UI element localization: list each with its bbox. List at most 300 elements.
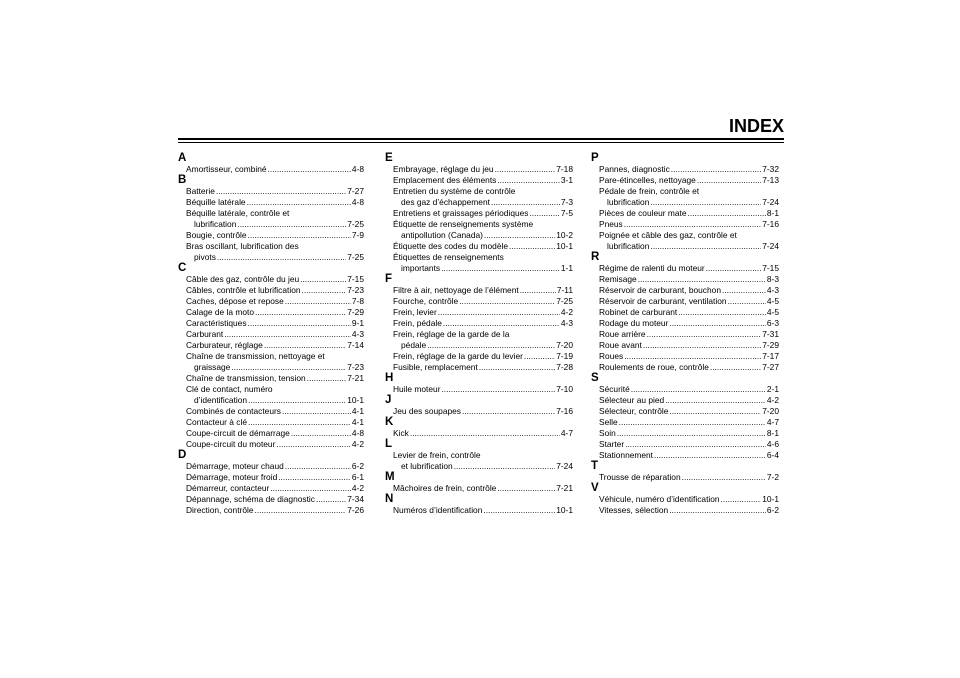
dot-leader bbox=[669, 505, 766, 516]
dot-leader bbox=[282, 406, 351, 417]
index-entry-label: Jeu des soupapes bbox=[393, 406, 461, 416]
index-entry-page: 10-1 bbox=[556, 505, 573, 515]
dot-leader bbox=[624, 351, 761, 362]
index-entry bbox=[385, 175, 573, 186]
index-entry bbox=[385, 208, 573, 219]
index-entry-page: 7-26 bbox=[347, 505, 364, 515]
index-entry-page: 4-8 bbox=[351, 164, 364, 174]
index-entry-page: 4-7 bbox=[766, 417, 779, 427]
index-entry-page: 7-20 bbox=[762, 406, 779, 416]
dot-leader bbox=[462, 406, 555, 417]
dot-leader bbox=[722, 285, 766, 296]
index-letter-heading: T bbox=[591, 460, 599, 472]
index-entry bbox=[385, 362, 573, 373]
index-entry-label: importants bbox=[401, 263, 441, 273]
index-entry-label: Étiquette des codes du modèle bbox=[393, 241, 509, 251]
dot-leader bbox=[631, 384, 766, 395]
index-entry bbox=[178, 483, 364, 494]
index-entry-page: 4-1 bbox=[351, 417, 364, 427]
index-letter-heading: S bbox=[591, 372, 599, 384]
index-entry-label: et lubrification bbox=[401, 461, 453, 471]
dot-leader bbox=[654, 450, 766, 461]
dot-leader bbox=[217, 252, 346, 263]
index-entry bbox=[178, 417, 364, 428]
dot-leader bbox=[682, 472, 766, 483]
dot-leader bbox=[438, 307, 560, 318]
index-entry-label: Câbles, contrôle et lubrification bbox=[186, 285, 301, 295]
dot-leader bbox=[459, 296, 555, 307]
index-entry-label: lubrification bbox=[607, 241, 650, 251]
index-entry bbox=[385, 197, 573, 208]
index-entry bbox=[385, 241, 573, 252]
index-entry bbox=[178, 274, 364, 285]
index-entry bbox=[591, 307, 779, 318]
dot-leader bbox=[278, 472, 351, 483]
index-entry-page: 7-21 bbox=[347, 373, 364, 383]
page-title: INDEX bbox=[728, 116, 784, 136]
index-entry-label: Trousse de réparation bbox=[599, 472, 681, 482]
dot-leader bbox=[479, 362, 556, 373]
index-entry-label: Fusible, remplacement bbox=[393, 362, 478, 372]
index-entry bbox=[385, 230, 573, 241]
index-entry-label: Démarrage, moteur chaud bbox=[186, 461, 284, 471]
index-entry-page: 7-16 bbox=[556, 406, 573, 416]
index-entry-label: Rodage du moteur bbox=[599, 318, 669, 328]
index-entry bbox=[385, 351, 573, 362]
dot-leader bbox=[237, 219, 346, 230]
index-entry-label: lubrification bbox=[607, 197, 650, 207]
index-entry-page: 7-23 bbox=[347, 362, 364, 372]
index-entry-label: Pièces de couleur mate bbox=[599, 208, 687, 218]
index-entry-page: 7-14 bbox=[347, 340, 364, 350]
index-entry-label: Dépannage, schéma de diagnostic bbox=[186, 494, 315, 504]
index-entry-page: 4-2 bbox=[351, 483, 364, 493]
index-entry bbox=[178, 373, 364, 384]
index-entry-text: Étiquettes de renseignements bbox=[393, 252, 504, 262]
dot-leader bbox=[529, 208, 559, 219]
index-entry bbox=[178, 494, 364, 505]
dot-leader bbox=[268, 164, 351, 175]
index-entry-label: Sélecteur, contrôle bbox=[599, 406, 669, 416]
dot-leader bbox=[524, 351, 555, 362]
dot-leader bbox=[316, 494, 346, 505]
index-entry-label: Caches, dépose et repose bbox=[186, 296, 284, 306]
dot-leader bbox=[650, 241, 761, 252]
index-entry-page: 8-1 bbox=[766, 208, 779, 218]
index-entry-page: 6-4 bbox=[766, 450, 779, 460]
index-entry bbox=[385, 505, 573, 516]
index-entry-page: 8-3 bbox=[766, 274, 779, 284]
dot-leader bbox=[410, 428, 560, 439]
index-letter-heading: H bbox=[385, 372, 394, 384]
index-letter-heading: A bbox=[178, 152, 187, 164]
dot-leader bbox=[617, 428, 766, 439]
index-entry-page: 7-9 bbox=[351, 230, 364, 240]
index-entry bbox=[591, 384, 779, 395]
dot-leader bbox=[710, 362, 761, 373]
index-entry-label: Roulements de roue, contrôle bbox=[599, 362, 709, 372]
index-entry-label: Fourche, contrôle bbox=[393, 296, 459, 306]
index-entry-label: Direction, contrôle bbox=[186, 505, 254, 515]
index-entry-page: 4-5 bbox=[766, 296, 779, 306]
dot-leader bbox=[443, 318, 560, 329]
index-entry-page: 7-10 bbox=[556, 384, 573, 394]
index-entry-page: 10-1 bbox=[762, 494, 779, 504]
dot-leader bbox=[706, 263, 762, 274]
index-entry-label: lubrification bbox=[194, 219, 237, 229]
index-entry-label: Numéros d’identification bbox=[393, 505, 483, 515]
index-entry-label: Contacteur à clé bbox=[186, 417, 247, 427]
index-entry-text: Chaîne de transmission, nettoyage et bbox=[186, 351, 325, 361]
index-entry-label: Frein, réglage de la garde du levier bbox=[393, 351, 523, 361]
index-letter-heading: R bbox=[591, 251, 600, 263]
index-entry bbox=[591, 241, 779, 252]
index-entry-page: 10-1 bbox=[556, 241, 573, 251]
index-entry-page: 1-1 bbox=[560, 263, 573, 273]
index-entry-label: graissage bbox=[194, 362, 231, 372]
dot-leader bbox=[497, 483, 555, 494]
dot-leader bbox=[248, 230, 351, 241]
dot-leader bbox=[497, 175, 560, 186]
index-entry bbox=[385, 384, 573, 395]
dot-leader bbox=[224, 329, 351, 340]
dot-leader bbox=[248, 395, 346, 406]
dot-leader bbox=[454, 461, 556, 472]
index-entry-page: 4-3 bbox=[351, 329, 364, 339]
index-column-2 bbox=[385, 153, 573, 516]
index-entry-page: 4-5 bbox=[766, 307, 779, 317]
index-entry bbox=[178, 197, 364, 208]
index-entry bbox=[385, 483, 573, 494]
dot-leader bbox=[647, 329, 762, 340]
dot-leader bbox=[665, 395, 766, 406]
index-entry-label: Remisage bbox=[599, 274, 637, 284]
index-entry-label: Kick bbox=[393, 428, 409, 438]
index-entry bbox=[591, 175, 779, 186]
index-entry-label: Pare-étincelles, nettoyage bbox=[599, 175, 696, 185]
index-entry-page: 7-15 bbox=[762, 263, 779, 273]
index-entry-label: Frein, levier bbox=[393, 307, 437, 317]
index-entry-page: 6-2 bbox=[351, 461, 364, 471]
index-letter-heading: J bbox=[385, 394, 392, 406]
index-entry-label: Réservoir de carburant, ventilation bbox=[599, 296, 727, 306]
index-entry bbox=[178, 186, 364, 197]
index-entry bbox=[591, 395, 779, 406]
index-entry bbox=[591, 296, 779, 307]
index-entry bbox=[591, 164, 779, 175]
index-entry-page: 6-1 bbox=[351, 472, 364, 482]
dot-leader bbox=[624, 219, 761, 230]
index-entry-page: 7-16 bbox=[762, 219, 779, 229]
index-entry-page: 7-5 bbox=[560, 208, 573, 218]
index-entry bbox=[591, 197, 779, 208]
index-entry-text: Poignée et câble des gaz, contrôle et bbox=[599, 230, 737, 240]
dot-leader bbox=[231, 362, 346, 373]
dot-leader bbox=[255, 307, 346, 318]
dot-leader bbox=[270, 483, 351, 494]
index-entry bbox=[591, 340, 779, 351]
dot-leader bbox=[248, 417, 351, 428]
index-entry-label: Carburateur, réglage bbox=[186, 340, 263, 350]
index-entry-label: Sécurité bbox=[599, 384, 630, 394]
index-entry-text: Levier de frein, contrôle bbox=[393, 450, 481, 460]
index-entry-label: Robinet de carburant bbox=[599, 307, 678, 317]
index-entry-page: 6-3 bbox=[766, 318, 779, 328]
index-entry-page: 4-7 bbox=[560, 428, 573, 438]
index-entry-label: Mâchoires de frein, contrôle bbox=[393, 483, 497, 493]
index-entry-label: Sélecteur au pied bbox=[599, 395, 665, 405]
index-entry-label: Caractéristiques bbox=[186, 318, 247, 328]
index-entry bbox=[385, 406, 573, 417]
index-entry bbox=[385, 461, 573, 472]
dot-leader bbox=[441, 263, 560, 274]
index-entry bbox=[178, 307, 364, 318]
index-entry bbox=[591, 274, 779, 285]
index-entry-label: Selle bbox=[599, 417, 618, 427]
index-entry bbox=[591, 472, 779, 483]
index-entry bbox=[178, 164, 364, 175]
index-entry-page: 6-2 bbox=[766, 505, 779, 515]
index-entry-page: 7-25 bbox=[347, 219, 364, 229]
dot-leader bbox=[302, 285, 347, 296]
index-entry bbox=[178, 285, 364, 296]
index-entry-label: Régime de ralenti du moteur bbox=[599, 263, 705, 273]
index-entry-page: 7-19 bbox=[556, 351, 573, 361]
dot-leader bbox=[650, 197, 761, 208]
dot-leader bbox=[264, 340, 346, 351]
index-entry-page: 7-32 bbox=[762, 164, 779, 174]
index-entry-label: pédale bbox=[401, 340, 427, 350]
dot-leader bbox=[697, 175, 761, 186]
index-entry bbox=[591, 362, 779, 373]
index-entry bbox=[178, 505, 364, 516]
index-entry-page: 7-31 bbox=[762, 329, 779, 339]
index-entry bbox=[385, 318, 573, 329]
index-letter-heading: D bbox=[178, 449, 187, 461]
index-entry-label: Combinés de contacteurs bbox=[186, 406, 281, 416]
index-entry-text: Pédale de frein, contrôle et bbox=[599, 186, 700, 196]
index-entry bbox=[591, 417, 779, 428]
index-entry-page: 7-29 bbox=[347, 307, 364, 317]
dot-leader bbox=[300, 274, 346, 285]
index-entry-page: 4-2 bbox=[766, 395, 779, 405]
index-entry-page: 7-24 bbox=[762, 241, 779, 251]
index-entry bbox=[178, 395, 364, 406]
dot-leader bbox=[643, 340, 761, 351]
index-entry-page: 10-1 bbox=[347, 395, 364, 405]
dot-leader bbox=[307, 373, 347, 384]
index-entry-page: 4-2 bbox=[351, 439, 364, 449]
index-entry bbox=[591, 219, 779, 230]
index-entry-page: 7-24 bbox=[556, 461, 573, 471]
dot-leader bbox=[495, 164, 556, 175]
dot-leader bbox=[509, 241, 555, 252]
index-entry-page: 7-29 bbox=[762, 340, 779, 350]
index-entry bbox=[178, 472, 364, 483]
index-entry bbox=[591, 285, 779, 296]
index-entry-label: Entretiens et graissages périodiques bbox=[393, 208, 529, 218]
index-entry-label: Batterie bbox=[186, 186, 215, 196]
index-letter-heading: E bbox=[385, 152, 393, 164]
dot-leader bbox=[520, 285, 556, 296]
index-entry-label: Béquille latérale bbox=[186, 197, 246, 207]
index-entry-label: Coupe-circuit du moteur bbox=[186, 439, 276, 449]
index-entry-label: Calage de la moto bbox=[186, 307, 254, 317]
index-entry bbox=[385, 307, 573, 318]
dot-leader bbox=[619, 417, 766, 428]
index-entry-page: 7-27 bbox=[347, 186, 364, 196]
index-entry-page: 4-3 bbox=[560, 318, 573, 328]
index-entry-page: 10-2 bbox=[556, 230, 573, 240]
index-entry-label: Roue arrière bbox=[599, 329, 646, 339]
index-entry-label: Stationnement bbox=[599, 450, 654, 460]
index-entry-label: Chaîne de transmission, tension bbox=[186, 373, 306, 383]
index-entry bbox=[178, 329, 364, 340]
index-entry bbox=[385, 164, 573, 175]
index-entry-label: Soin bbox=[599, 428, 616, 438]
index-entry-label: Pannes, diagnostic bbox=[599, 164, 670, 174]
index-entry bbox=[385, 296, 573, 307]
dot-leader bbox=[484, 230, 555, 241]
index-entry-label: Filtre à air, nettoyage de l’élément bbox=[393, 285, 519, 295]
dot-leader bbox=[728, 296, 766, 307]
index-entry-label: pivots bbox=[194, 252, 216, 262]
index-letter-heading: L bbox=[385, 438, 393, 450]
index-entry-label: d’identification bbox=[194, 395, 248, 405]
index-entry bbox=[178, 439, 364, 450]
index-entry-page: 7-3 bbox=[560, 197, 573, 207]
index-entry bbox=[385, 428, 573, 439]
dot-leader bbox=[276, 439, 351, 450]
index-entry bbox=[591, 505, 779, 516]
index-entry-page: 3-1 bbox=[560, 175, 573, 185]
index-letter-heading: B bbox=[178, 174, 187, 186]
index-entry-label: Starter bbox=[599, 439, 625, 449]
index-entry bbox=[178, 461, 364, 472]
index-entry-label: Pneus bbox=[599, 219, 623, 229]
dot-leader bbox=[216, 186, 346, 197]
index-entry-label: Roues bbox=[599, 351, 624, 361]
index-entry-page: 7-20 bbox=[556, 340, 573, 350]
index-entry-label: Vitesses, sélection bbox=[599, 505, 669, 515]
index-entry-page: 7-23 bbox=[347, 285, 364, 295]
index-letter-heading: M bbox=[385, 471, 395, 483]
index-entry bbox=[591, 351, 779, 362]
index-column-1 bbox=[178, 153, 364, 516]
dot-leader bbox=[427, 340, 555, 351]
index-entry bbox=[385, 285, 573, 296]
index-entry bbox=[178, 318, 364, 329]
index-entry-label: antipollution (Canada) bbox=[401, 230, 483, 240]
dot-leader bbox=[255, 505, 347, 516]
index-entry bbox=[178, 296, 364, 307]
index-entry-page: 2-1 bbox=[766, 384, 779, 394]
index-entry-page: 7-28 bbox=[556, 362, 573, 372]
index-entry-text: Frein, réglage de la garde de la bbox=[393, 329, 510, 339]
dot-leader bbox=[285, 461, 351, 472]
index-entry bbox=[591, 329, 779, 340]
index-entry bbox=[385, 340, 573, 351]
index-entry bbox=[178, 340, 364, 351]
index-entry bbox=[385, 263, 573, 274]
index-entry-page: 4-8 bbox=[351, 197, 364, 207]
index-entry-label: Démarrage, moteur froid bbox=[186, 472, 278, 482]
dot-leader bbox=[671, 164, 761, 175]
dot-leader bbox=[678, 307, 766, 318]
index-entry-text: Béquille latérale, contrôle et bbox=[186, 208, 290, 218]
index-entry-page: 7-21 bbox=[556, 483, 573, 493]
index-entry-label: Réservoir de carburant, bouchon bbox=[599, 285, 721, 295]
dot-leader bbox=[669, 318, 766, 329]
index-entry bbox=[591, 439, 779, 450]
index-entry-page: 7-11 bbox=[556, 285, 573, 295]
index-column-3 bbox=[591, 153, 779, 516]
index-entry bbox=[591, 406, 779, 417]
index-entry bbox=[178, 252, 364, 263]
dot-leader bbox=[247, 197, 351, 208]
index-entry-page: 4-1 bbox=[351, 406, 364, 416]
dot-leader bbox=[248, 318, 351, 329]
index-entry-page: 8-1 bbox=[766, 428, 779, 438]
dot-leader bbox=[285, 296, 351, 307]
index-letter-heading: C bbox=[178, 262, 187, 274]
index-entry-page: 4-3 bbox=[766, 285, 779, 295]
index-entry-label: Frein, pédale bbox=[393, 318, 442, 328]
header-rule-thick bbox=[178, 138, 784, 140]
index-entry-text: Bras oscillant, lubrification des bbox=[186, 241, 299, 251]
dot-leader bbox=[441, 384, 555, 395]
index-entry bbox=[178, 362, 364, 373]
index-entry-page: 7-24 bbox=[762, 197, 779, 207]
index-entry-text: Étiquette de renseignements système bbox=[393, 219, 534, 229]
index-entry bbox=[591, 494, 779, 505]
index-entry bbox=[178, 219, 364, 230]
index-entry-page: 7-27 bbox=[762, 362, 779, 372]
index-entry-label: Véhicule, numéro d’identification bbox=[599, 494, 720, 504]
index-entry-label: Coupe-circuit de démarrage bbox=[186, 428, 290, 438]
index-entry-label: Bougie, contrôle bbox=[186, 230, 247, 240]
index-entry-text: Clé de contact, numéro bbox=[186, 384, 273, 394]
index-entry bbox=[591, 208, 779, 219]
index-entry bbox=[591, 318, 779, 329]
index-entry-page: 4-2 bbox=[560, 307, 573, 317]
index-entry-page: 7-2 bbox=[766, 472, 779, 482]
index-entry-page: 7-8 bbox=[351, 296, 364, 306]
index-entry bbox=[178, 230, 364, 241]
index-entry bbox=[178, 406, 364, 417]
dot-leader bbox=[638, 274, 766, 285]
index-entry-label: Démarreur, contacteur bbox=[186, 483, 270, 493]
index-entry-page: 7-25 bbox=[556, 296, 573, 306]
index-entry bbox=[591, 428, 779, 439]
index-entry-label: des gaz d’échappement bbox=[401, 197, 490, 207]
index-entry-label: Emplacement des éléments bbox=[393, 175, 497, 185]
index-entry bbox=[591, 450, 779, 461]
index-entry-label: Amortisseur, combiné bbox=[186, 164, 267, 174]
index-letter-heading: F bbox=[385, 273, 393, 285]
index-entry-page: 7-18 bbox=[556, 164, 573, 174]
index-entry-page: 4-8 bbox=[351, 428, 364, 438]
dot-leader bbox=[669, 406, 761, 417]
index-entry-text: Entretien du système de contrôle bbox=[393, 186, 516, 196]
index-entry bbox=[591, 263, 779, 274]
index-entry-page: 7-25 bbox=[347, 252, 364, 262]
index-entry bbox=[178, 428, 364, 439]
index-entry-page: 7-34 bbox=[347, 494, 364, 504]
index-entry-label: Huile moteur bbox=[393, 384, 441, 394]
dot-leader bbox=[721, 494, 762, 505]
dot-leader bbox=[491, 197, 560, 208]
